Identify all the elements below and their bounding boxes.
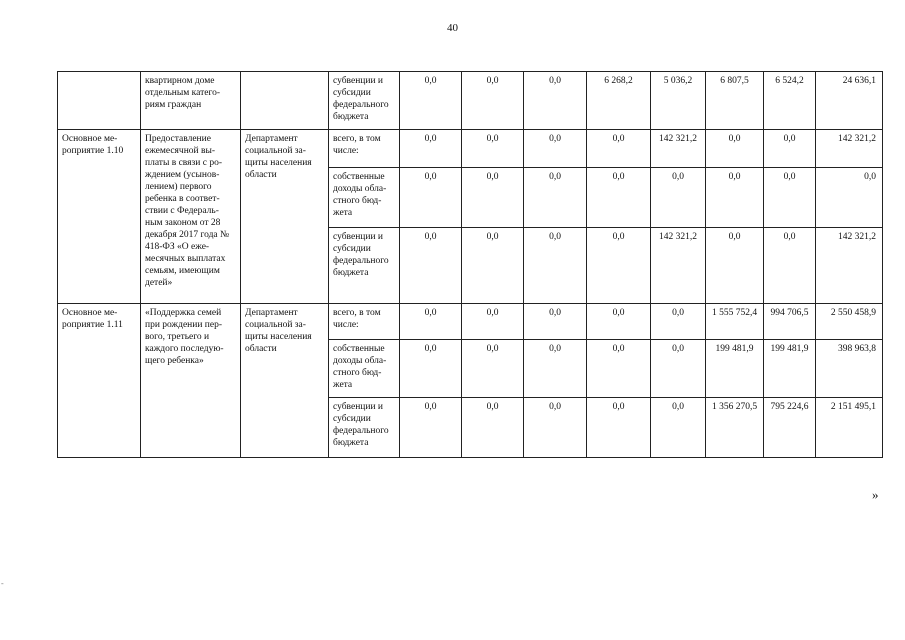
value-cell: 6 524,2 [764,72,816,130]
value-cell: 0,0 [587,340,651,398]
value-cell: 142 321,2 [651,130,706,168]
measure-cell [58,72,141,130]
description-cell: «Поддержка семей при рождении пер-вого, третьего и каждого последую-щего ребенка» [141,304,241,458]
value-cell: 0,0 [462,168,524,228]
source-cell: субвенции и субсидии федерального бюджета [329,72,400,130]
description-cell: квартирном доме отдельным катего-риям граждан [141,72,241,130]
table-row [58,72,883,130]
value-cell: 0,0 [587,398,651,458]
value-cell: 0,0 [462,304,524,340]
source-cell: всего, в том числе: [329,304,400,340]
value-cell: 0,0 [524,398,587,458]
value-cell: 0,0 [524,340,587,398]
total-cell: 0,0 [816,168,883,228]
value-cell: 0,0 [651,168,706,228]
value-cell: 0,0 [587,304,651,340]
value-cell: 0,0 [524,72,587,130]
value-cell: 0,0 [764,130,816,168]
value-cell: 0,0 [400,340,462,398]
value-cell: 199 481,9 [764,340,816,398]
total-cell: 398 963,8 [816,340,883,398]
value-cell: 0,0 [462,72,524,130]
measure-cell: Основное ме-роприятие 1.10 [58,130,141,304]
source-cell: собственные доходы обла-стного бюд-жета [329,168,400,228]
value-cell: 199 481,9 [706,340,764,398]
value-cell: 0,0 [587,130,651,168]
executor-cell [241,72,329,130]
value-cell: 0,0 [651,340,706,398]
value-cell: 0,0 [462,398,524,458]
value-cell: 0,0 [524,130,587,168]
value-cell: 0,0 [706,130,764,168]
table-row [58,304,883,340]
value-cell: 0,0 [706,228,764,304]
value-cell: 0,0 [524,228,587,304]
total-cell: 142 321,2 [816,228,883,304]
value-cell: 0,0 [400,72,462,130]
measure-cell: Основное ме-роприятие 1.11 [58,304,141,458]
closing-quote: » [872,487,879,502]
value-cell: 0,0 [764,168,816,228]
value-cell: 0,0 [400,304,462,340]
description-cell: Предоставление ежемесячной вы-платы в связи с ро-ждением (усынов-лением) первого ребенка в соответ-ствии с Федераль-ным законом от 28 декабря 2017 года № 418-ФЗ «О еже-месячных выплатах семьям, имеющим детей» [141,130,241,304]
value-cell: 0,0 [462,228,524,304]
value-cell: 142 321,2 [651,228,706,304]
value-cell: 5 036,2 [651,72,706,130]
value-cell: 0,0 [651,398,706,458]
margin-mark: - [1,579,4,588]
value-cell: 0,0 [764,228,816,304]
value-cell: 1 356 270,5 [706,398,764,458]
value-cell: 0,0 [524,304,587,340]
value-cell: 0,0 [462,340,524,398]
value-cell: 0,0 [400,398,462,458]
value-cell: 0,0 [587,168,651,228]
page-number: 40 [447,22,458,34]
value-cell: 0,0 [400,130,462,168]
total-cell: 24 636,1 [816,72,883,130]
executor-cell: Департамент социальной за-щиты населения области [241,304,329,458]
source-cell: субвенции и субсидии федерального бюджета [329,228,400,304]
value-cell: 0,0 [706,168,764,228]
value-cell: 0,0 [524,168,587,228]
value-cell: 6 268,2 [587,72,651,130]
source-cell: субвенции и субсидии федерального бюджета [329,398,400,458]
value-cell: 0,0 [651,304,706,340]
value-cell: 994 706,5 [764,304,816,340]
total-cell: 2 550 458,9 [816,304,883,340]
value-cell: 1 555 752,4 [706,304,764,340]
value-cell: 6 807,5 [706,72,764,130]
executor-cell: Департамент социальной за-щиты населения области [241,130,329,304]
total-cell: 2 151 495,1 [816,398,883,458]
value-cell: 0,0 [400,228,462,304]
value-cell: 0,0 [587,228,651,304]
value-cell: 0,0 [462,130,524,168]
source-cell: всего, в том числе: [329,130,400,168]
value-cell: 0,0 [400,168,462,228]
budget-table [57,71,883,458]
value-cell: 795 224,6 [764,398,816,458]
total-cell: 142 321,2 [816,130,883,168]
table-row [58,130,883,168]
source-cell: собственные доходы обла-стного бюд-жета [329,340,400,398]
